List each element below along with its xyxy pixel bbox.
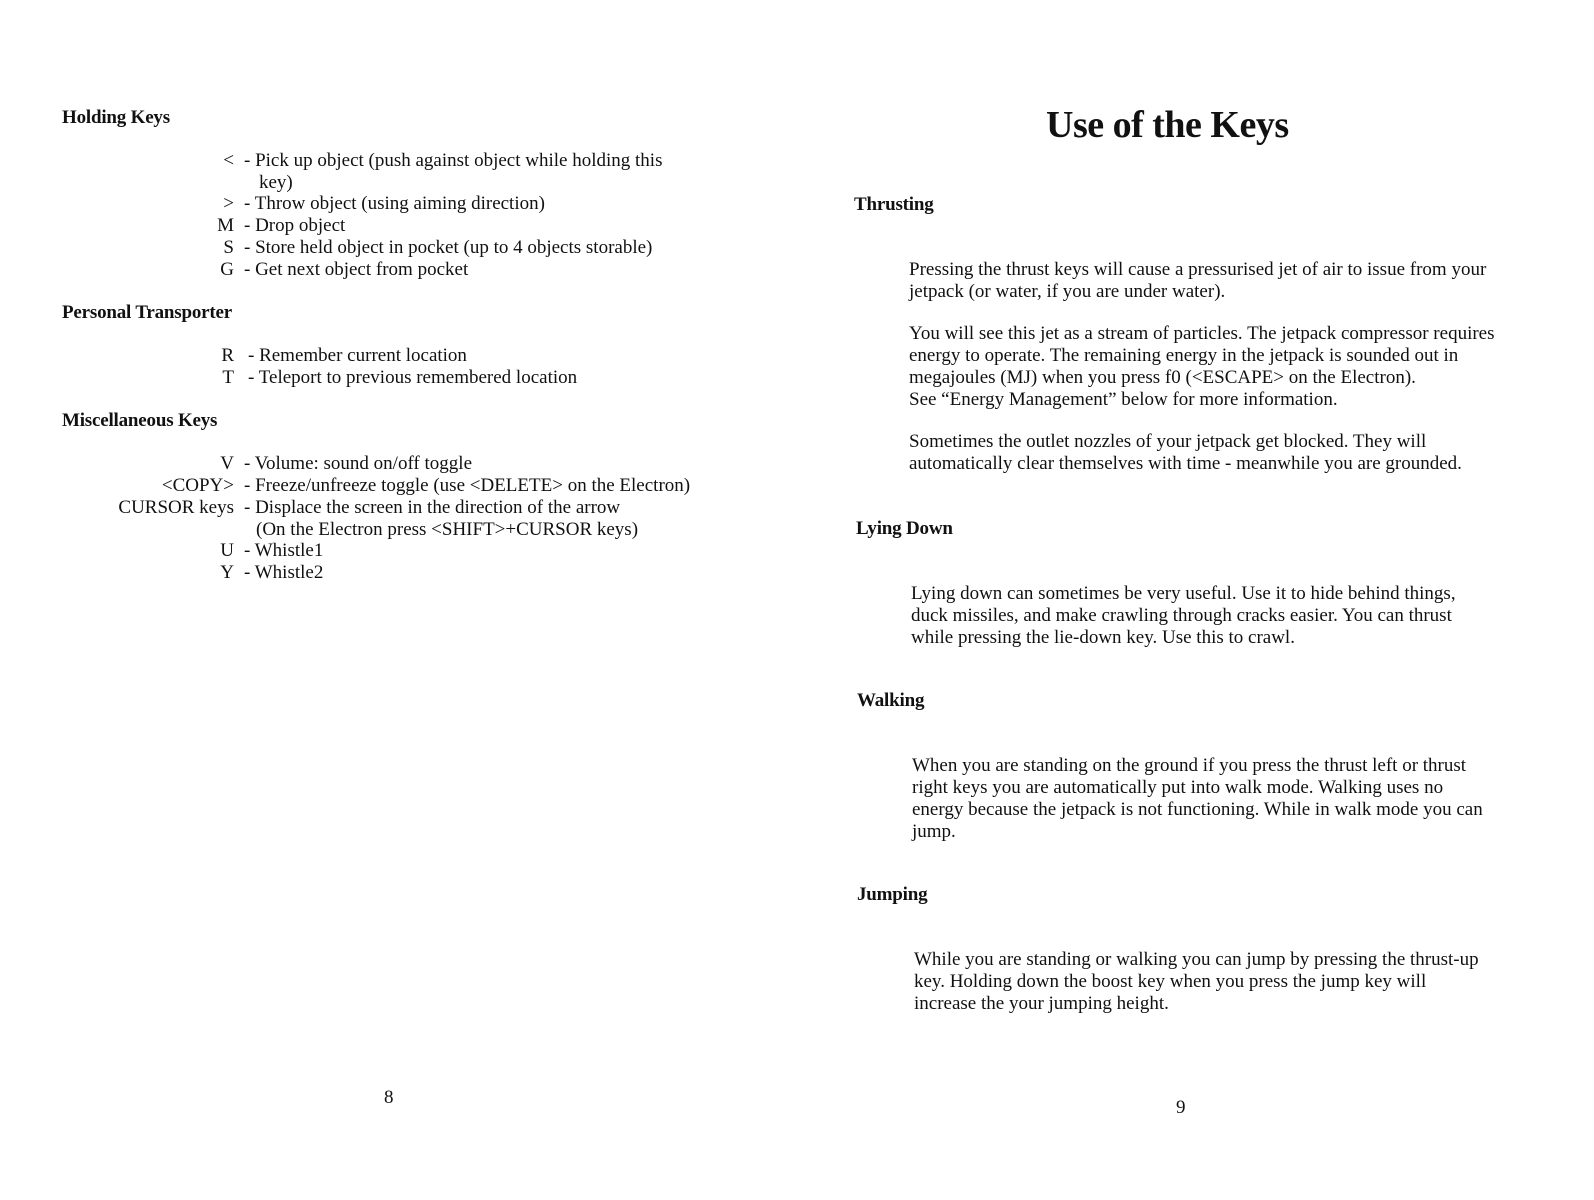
key-label: CURSOR keys (118, 497, 234, 518)
key-row (0, 193, 797, 215)
jumping-heading: Jumping (857, 884, 928, 905)
key-label: > (223, 193, 234, 214)
paragraph (909, 323, 1529, 411)
key-label: Y (220, 562, 234, 583)
paragraph (911, 583, 1531, 649)
key-row (0, 475, 797, 497)
holding-keys-heading: Holding Keys (62, 107, 170, 128)
text-line: Sometimes the outlet nozzles of your jetpack get blocked. They will (909, 431, 1427, 452)
key-row (0, 215, 797, 237)
text-line: See “Energy Management” below for more information. (909, 389, 1338, 410)
key-description: - Store held object in pocket (up to 4 objects storable) (244, 237, 653, 258)
text-line: key. Holding down the boost key when you press the jump key will (914, 971, 1427, 992)
paragraph (909, 431, 1529, 475)
key-label: S (223, 237, 234, 258)
key-description: - Volume: sound on/off toggle (244, 453, 472, 474)
key-description: - Pick up object (push against object while holding this (244, 150, 663, 171)
key-description: - Teleport to previous remembered location (248, 367, 578, 388)
paragraph (914, 949, 1534, 1015)
key-row (0, 562, 797, 584)
key-row (0, 453, 797, 475)
text-line: duck missiles, and make crawling through cracks easier. You can thrust (911, 605, 1452, 626)
text-line: automatically clear themselves with time - meanwhile you are grounded. (909, 453, 1462, 474)
key-description: - Throw object (using aiming direction) (244, 193, 545, 214)
key-description: - Displace the screen in the direction of the arrow (244, 497, 621, 518)
key-label: M (217, 215, 234, 236)
key-label: T (222, 367, 234, 388)
personal-transporter-heading: Personal Transporter (62, 302, 232, 323)
key-description: - Freeze/unfreeze toggle (use <DELETE> on the Electron) (244, 475, 691, 496)
key-label: R (221, 345, 234, 366)
key-row (0, 237, 797, 259)
key-row (0, 540, 797, 562)
walking-heading: Walking (857, 690, 925, 711)
key-label: V (220, 453, 234, 474)
paragraph (912, 755, 1532, 843)
key-description: - Whistle2 (244, 562, 324, 583)
key-row (0, 150, 797, 194)
text-line: While you are standing or walking you can jump by pressing the thrust-up (914, 949, 1479, 970)
key-label: U (220, 540, 234, 561)
lying-down-heading: Lying Down (856, 518, 953, 539)
text-line: jump. (912, 821, 956, 842)
text-line: megajoules (MJ) when you press f0 (<ESCAPE> on the Electron). (909, 367, 1416, 388)
key-description-cont: key) (259, 172, 293, 193)
text-line: You will see this jet as a stream of particles. The jetpack compressor requires (909, 323, 1495, 344)
key-description-cont: (On the Electron press <SHIFT>+CURSOR keys) (256, 519, 639, 540)
key-row (0, 345, 797, 367)
paragraph (909, 259, 1529, 303)
text-line: When you are standing on the ground if you press the thrust left or thrust (912, 755, 1467, 776)
right-page (797, 0, 1594, 1200)
text-line: Lying down can sometimes be very useful. Use it to hide behind things, (911, 583, 1456, 604)
key-row (0, 367, 797, 389)
page-number: 8 (384, 1087, 394, 1108)
text-line: right keys you are automatically put into walk mode. Walking uses no (912, 777, 1444, 798)
key-description: - Drop object (244, 215, 346, 236)
text-line: increase the your jumping height. (914, 993, 1169, 1014)
text-line: energy because the jetpack is not functioning. While in walk mode you can (912, 799, 1483, 820)
text-line: energy to operate. The remaining energy in the jetpack is sounded out in (909, 345, 1459, 366)
text-line: while pressing the lie-down key. Use this to crawl. (911, 627, 1295, 648)
thrusting-heading: Thrusting (854, 194, 934, 215)
text-line: jetpack (or water, if you are under water). (909, 281, 1226, 302)
text-line: Pressing the thrust keys will cause a pressurised jet of air to issue from your (909, 259, 1487, 280)
key-label: < (223, 150, 234, 171)
key-description: - Get next object from pocket (244, 259, 469, 280)
key-description: - Remember current location (248, 345, 467, 366)
page-number: 9 (1176, 1097, 1186, 1118)
page-title: Use of the Keys (1046, 104, 1289, 146)
key-row (0, 497, 797, 541)
key-row (0, 259, 797, 281)
key-label: <COPY> (161, 475, 234, 496)
key-label: G (220, 259, 234, 280)
key-description: - Whistle1 (244, 540, 324, 561)
miscellaneous-keys-heading: Miscellaneous Keys (62, 410, 218, 431)
